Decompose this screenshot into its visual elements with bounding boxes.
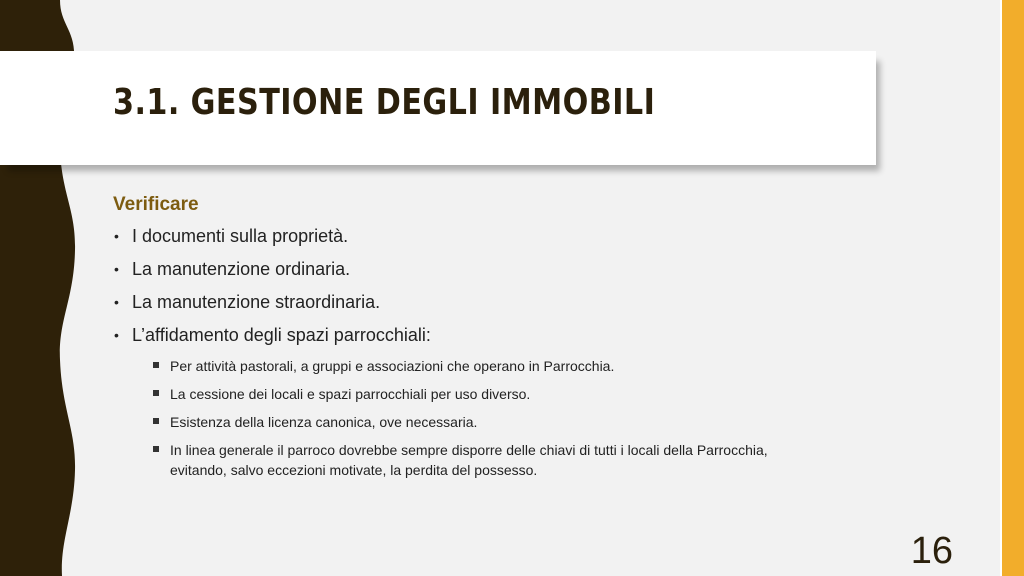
square-bullet-icon	[153, 362, 159, 368]
bullet-icon: •	[114, 261, 119, 277]
sub-bullet-item	[153, 356, 790, 376]
bullet-icon: •	[114, 294, 119, 310]
bullet-item	[113, 226, 813, 247]
square-bullet-icon	[153, 390, 159, 396]
slide-title: 3.1. GESTIONE DEGLI IMMOBILI	[113, 82, 656, 123]
bullet-item	[113, 292, 813, 313]
sub-bullet-list	[153, 356, 853, 480]
slide-content	[113, 194, 813, 490]
sub-bullet-text: La cessione dei locali e spazi parrocchiali per uso diverso.	[170, 386, 531, 402]
page-number: 16	[910, 530, 953, 572]
bullet-icon: •	[114, 327, 119, 343]
sub-bullet-item	[153, 384, 790, 404]
bullet-text: I documenti sulla proprietà.	[132, 226, 349, 246]
square-bullet-icon	[153, 446, 159, 452]
bullet-text: La manutenzione ordinaria.	[132, 259, 351, 279]
sub-bullet-text: In linea generale il parroco dovrebbe sempre disporre delle chiavi di tutti i locali della Parrocchia, evitando, salvo eccezioni motivate, la perdita del possesso.	[170, 442, 768, 478]
bullet-list	[113, 226, 813, 346]
sub-bullet-item	[153, 440, 790, 480]
bullet-icon: •	[114, 228, 119, 244]
bullet-text: L’affidamento degli spazi parrocchiali:	[132, 325, 431, 345]
bullet-item	[113, 259, 813, 280]
sub-bullet-item	[153, 412, 790, 432]
sub-bullet-text: Esistenza della licenza canonica, ove necessaria.	[170, 414, 478, 430]
square-bullet-icon	[153, 418, 159, 424]
bullet-text: La manutenzione straordinaria.	[132, 292, 381, 312]
subheading: Verificare	[113, 194, 199, 215]
right-accent-band	[1002, 0, 1024, 576]
sub-bullet-text: Per attività pastorali, a gruppi e associazioni che operano in Parrocchia.	[170, 358, 615, 374]
bullet-item	[113, 325, 813, 346]
